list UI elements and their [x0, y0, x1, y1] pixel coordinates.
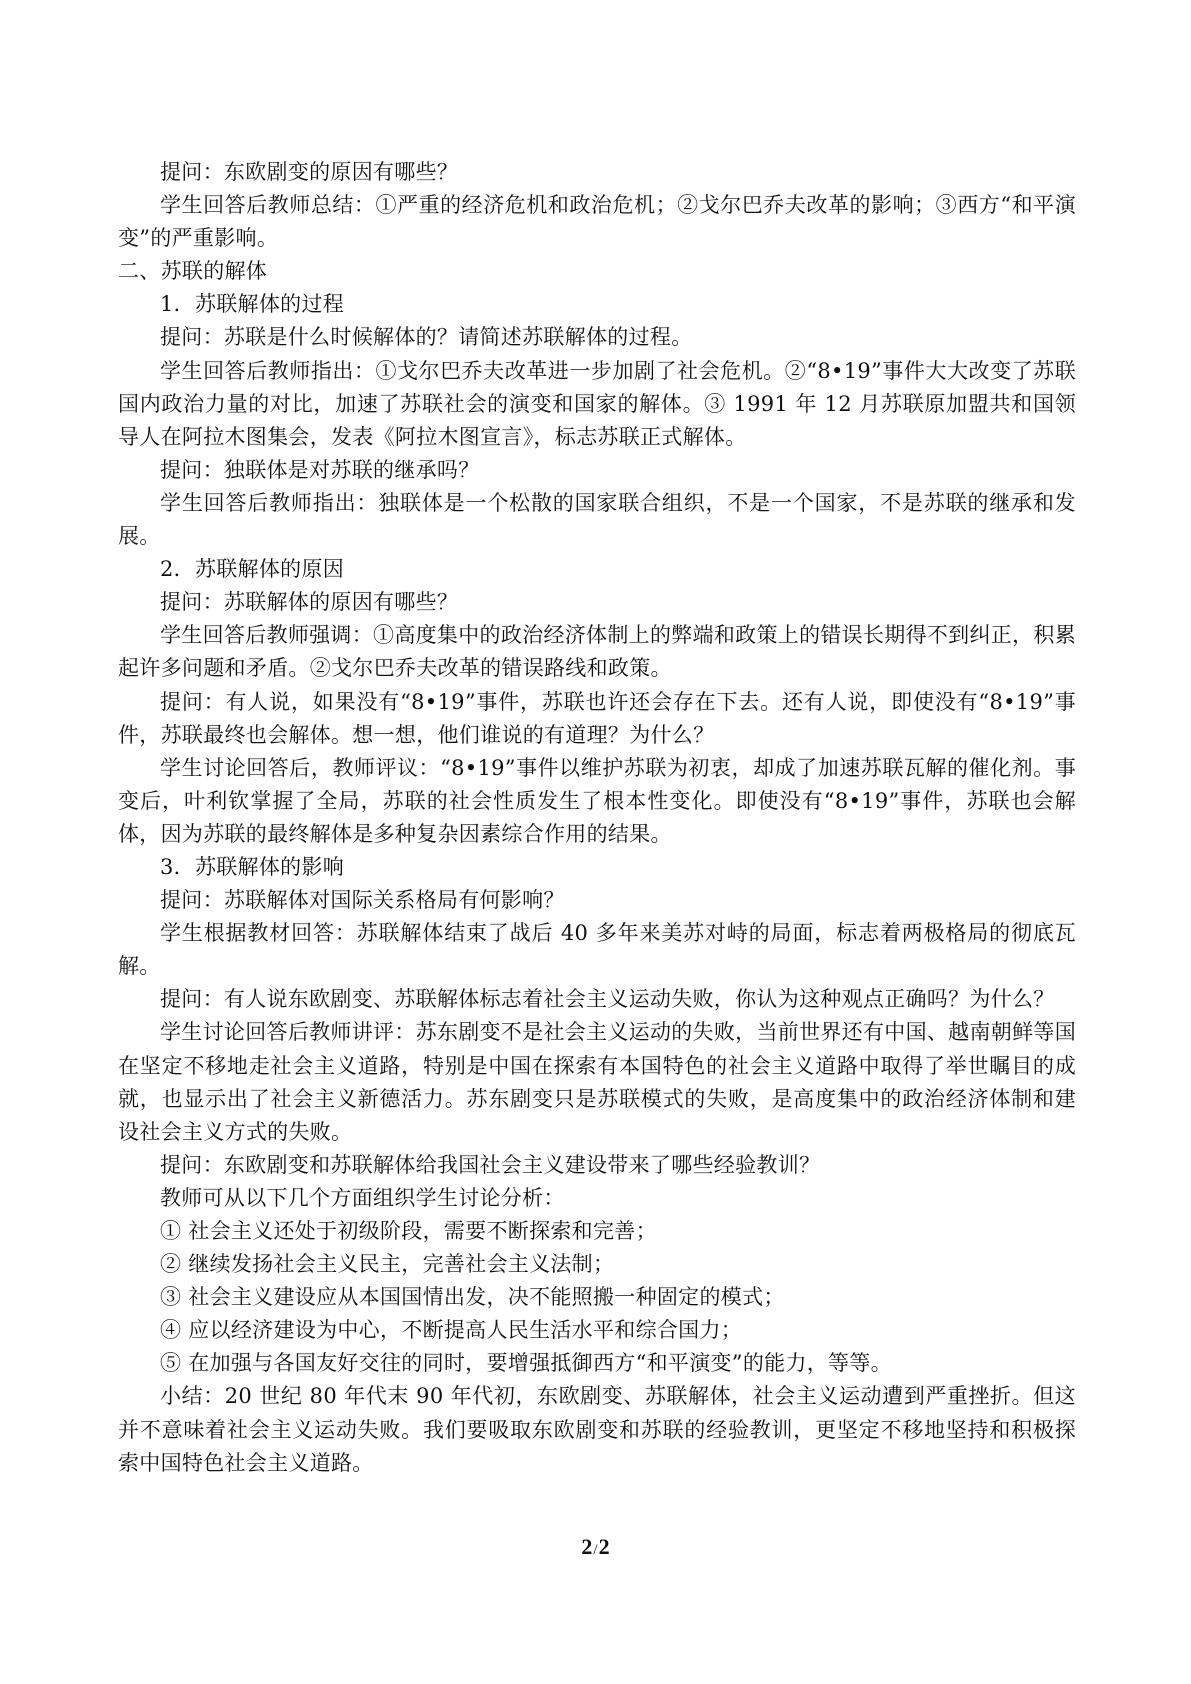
paragraph: 学生讨论回答后，教师评议：“8•19”事件以维护苏联为初衷，却成了加速苏联瓦解的催化剂。事变后，叶利钦掌握了全局，苏联的社会性质发生了根本性变化。即使没有“8•19”事件，苏联也会解体，因为苏联的最终解体是多种复杂因素综合作用的结果。: [118, 755, 1076, 846]
paragraph: 提问：有人说，如果没有“8•19”事件，苏联也许还会存在下去。还有人说，即使没有“8•19”事件，苏联最终也会解体。想一想，他们谁说的有道理？为什么？: [118, 689, 1076, 747]
paragraph: 学生回答后教师指出：独联体是一个松散的国家联合组织，不是一个国家，不是苏联的继承和发展。: [118, 490, 1076, 549]
paragraph: 教师可从以下几个方面组织学生讨论分析：: [160, 1185, 565, 1210]
subsection-heading: 1．苏联解体的过程: [160, 292, 345, 317]
subsection-heading: 2．苏联解体的原因: [160, 557, 345, 582]
current-page-number: 2: [581, 1534, 593, 1559]
paragraph: 提问：东欧剧变的原因有哪些？: [160, 160, 459, 184]
paragraph-summary: 小结：20 世纪 80 年代末 90 年代初，东欧剧变、苏联解体，社会主义运动遭到严重挫折。但这并不意味着社会主义运动失败。我们要吸取东欧剧变和苏联的经验教训，更坚定不移地坚持和积极探索中国特色社会主义道路。: [118, 1384, 1076, 1475]
page-number: [0, 1534, 1191, 1560]
paragraph: 提问：东欧剧变和苏联解体给我国社会主义建设带来了哪些经验教训？: [160, 1152, 821, 1177]
paragraph: 学生回答后教师总结：①严重的经济危机和政治危机；②戈尔巴乔夫改革的影响；③西方“和平演变”的严重影响。: [118, 193, 1076, 251]
paragraph: 提问：有人说东欧剧变、苏联解体标志着社会主义运动失败，你认为这种观点正确吗？为什么？: [160, 987, 1055, 1012]
paragraph: 提问：苏联解体对国际关系格局有何影响？: [160, 888, 565, 913]
total-pages-number: 2: [598, 1534, 610, 1559]
paragraph: 提问：独联体是对苏联的继承吗？: [160, 457, 480, 482]
page-separator: /: [593, 1542, 598, 1558]
list-item: ⑤ 在加强与各国友好交往的同时，要增强抵御西方“和平演变”的能力，等等。: [160, 1351, 892, 1376]
list-item: ④ 应以经济建设为中心，不断提高人民生活水平和综合国力；: [160, 1318, 743, 1343]
paragraph: 学生回答后教师强调：①高度集中的政治经济体制上的弊端和政策上的错误长期得不到纠正，积累起许多问题和矛盾。②戈尔巴乔夫改革的错误路线和政策。: [118, 623, 1076, 681]
document-body: [118, 156, 1076, 1480]
section-heading: 二、苏联的解体: [118, 259, 268, 284]
paragraph: 提问：苏联解体的原因有哪些？: [160, 590, 459, 615]
list-item: ① 社会主义还处于初级阶段，需要不断探索和完善；: [160, 1219, 657, 1243]
paragraph: 学生回答后教师指出：①戈尔巴乔夫改革进一步加剧了社会危机。②“8•19”事件大大改变了苏联国内政治力量的对比，加速了苏联社会的演变和国家的解体。③ 1991 年 12 月苏联原加盟共和国领导人在阿拉木图集会，发表《阿拉木图宣言》，标志苏联正式解体。: [118, 358, 1076, 449]
paragraph: 学生根据教材回答：苏联解体结束了战后 40 多年来美苏对峙的局面，标志着两极格局的彻底瓦解。: [118, 921, 1076, 979]
list-item: ③ 社会主义建设应从本国国情出发，决不能照搬一种固定的模式；: [160, 1285, 785, 1310]
paragraph: 学生讨论回答后教师讲评：苏东剧变不是社会主义运动的失败，当前世界还有中国、越南朝鲜等国在坚定不移地走社会主义道路，特别是中国在探索有本国特色的社会主义道路中取得了举世瞩目的成就，也显示出了社会主义新德活力。苏东剧变只是苏联模式的失败，是高度集中的政治经济体制和建设社会主义方式的失败。: [118, 1020, 1076, 1144]
paragraph: 提问：苏联是什么时候解体的？请简述苏联解体的过程。: [160, 325, 693, 350]
list-item: ② 继续发扬社会主义民主，完善社会主义法制；: [160, 1252, 615, 1277]
subsection-heading: 3．苏联解体的影响: [160, 854, 345, 879]
